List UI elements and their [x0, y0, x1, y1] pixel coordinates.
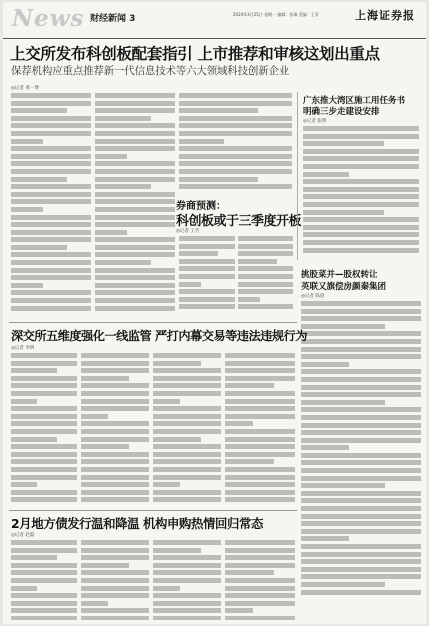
lead-byline: ◎记者 黄一博 — [11, 86, 39, 91]
sidebar-headline-1: 广东推大湾区施工用任务书 — [303, 96, 406, 106]
divider-1 — [9, 322, 297, 323]
masthead — [3, 2, 426, 39]
newspaper-page — [3, 2, 426, 624]
story2-byline: ◎记者 陈晨 — [301, 294, 325, 299]
lead-column-3 — [179, 93, 292, 193]
lead-headline: 上交所发布科创板配套指引 上市推荐和审核这划出重点 — [10, 45, 380, 63]
issue-meta: 2024年3月25日 星期一 编辑：张瑞 美编：王菲 — [233, 12, 319, 17]
lead-column-2 — [95, 93, 175, 315]
story4-byline: ◎记者 赵磊 — [11, 533, 35, 538]
story4-headline: 2月地方债发行温和降温 机构申购热情回归常态 — [11, 516, 263, 531]
story3-column-3 — [153, 353, 221, 505]
box-headline-2: 科创板或于三季度开板 — [176, 214, 302, 229]
sidebar-byline: ◎记者 张明 — [303, 119, 327, 124]
story2-body — [301, 301, 421, 603]
paper-name: 上海证券报 — [355, 9, 415, 22]
sidebar-body — [303, 126, 419, 258]
sidebar-story — [297, 92, 422, 260]
story4-column-3 — [153, 540, 221, 620]
box-column-1 — [179, 236, 235, 316]
lead-column-1 — [11, 93, 91, 315]
lead-subheadline: 保荐机构应重点推荐新一代信息技术等六大领域科技创新企业 — [11, 65, 290, 77]
divider-2 — [9, 510, 297, 511]
news-logo: News — [12, 5, 85, 32]
box-column-2 — [238, 236, 293, 316]
story4-column-4 — [225, 540, 295, 620]
section-label: 财经新闻 3 — [90, 14, 136, 24]
story4-column-2 — [81, 540, 149, 620]
story3-column-2 — [81, 353, 149, 505]
box-headline-1: 券商预测： — [176, 201, 226, 212]
sidebar-headline-2: 明确三步走建设安排 — [303, 107, 380, 117]
story2-headline-2: 英联又旗偿房颜秦集团 — [301, 282, 387, 292]
story3-byline: ◎记者 李明 — [11, 346, 35, 351]
story3-column-1 — [11, 353, 77, 505]
story4-column-1 — [11, 540, 77, 620]
story2-headline-1: 挑股菜并—股权转让 — [301, 270, 378, 280]
story3-headline: 深交所五维度强化一线监管 严打内幕交易等违法违规行为 — [11, 329, 307, 343]
story3-column-4 — [225, 353, 295, 505]
box-byline: ◎记者 王芳 — [176, 229, 200, 234]
